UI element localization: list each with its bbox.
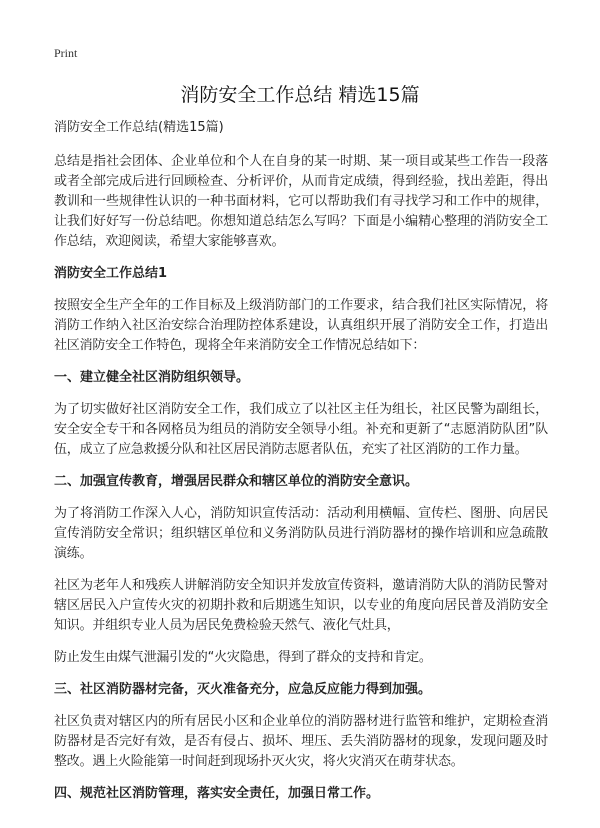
subheading-2: 二、加强宣传教育，增强居民群众和辖区单位的消防安全意识。 (54, 474, 419, 489)
intro-paragraph: 总结是指社会团体、企业单位和个人在自身的某一时期、某一项目或某些工作告一段落或者全部完成后进行回顾检查、分析评价，从而肯定成绩，得到经验，找出差距，得出教训和一些规律性认识的一种书面材料，它可以帮助我们有寻找学习和工作中的规律，让我们好好写一份总结吧。你想知道总结怎么写吗？下面是小编精心整理的消防安全工作总结，欢迎阅读，希望大家能够喜欢。 (54, 154, 548, 249)
subheading-4: 四、规范社区消防管理，落实安全责任，加强日常工作。 (54, 786, 380, 801)
document-body (54, 118, 548, 816)
subheading-1: 一、建立健全社区消防组织领导。 (54, 370, 250, 385)
paragraph-1: 为了切实做好社区消防安全工作，我们成立了以社区主任为组长，社区民警为副组长，安全安全专干和各网格员为组员的消防安全领导小组。补充和更新了“志愿消防队团”队伍，成立了应急救援分队和社区居民消防志愿者队伍，充实了社区消防的工作力量。 (54, 402, 548, 457)
page-title: 消防安全工作总结 精选15篇 (180, 84, 420, 106)
paragraph-3: 社区负责对辖区内的所有居民小区和企业单位的消防器材进行监管和维护，定期检查消防器材是否完好有效，是否有侵占、损坏、埋压、丢失消防器材的现象，发现问题及时整改。遇上火险能第一时间赶到现场扑灭火灾，将火灾消灭在萌芽状态。 (54, 714, 548, 769)
document-subtitle: 消防安全工作总结(精选15篇) (54, 120, 224, 135)
section-intro-paragraph: 按照安全生产全年的工作目标及上级消防部门的工作要求，结合我们社区实际情况，将消防工作纳入社区治安综合治理防控体系建设，认真组织开展了消防安全工作，打造出社区消防安全工作特色，现将全年来消防安全工作情况总结如下： (54, 298, 548, 353)
paragraph-2b: 社区为老年人和残疾人讲解消防安全知识并发放宣传资料，邀请消防大队的消防民警对辖区居民入户宣传火灾的初期扑救和后期逃生知识，以专业的角度向居民普及消防安全知识。并组织专业人员为居民免费检验天然气、液化气灶具， (54, 578, 548, 633)
subheading-3: 三、社区消防器材完备，灭火准备充分，应急反应能力得到加强。 (54, 682, 432, 697)
print-link[interactable]: Print (54, 46, 78, 60)
section-heading: 消防安全工作总结1 (54, 266, 168, 281)
paragraph-2c: 防止发生由煤气泄漏引发的“火灾隐患，得到了群众的支持和肯定。 (54, 650, 432, 665)
paragraph-2a: 为了将消防工作深入人心，消防知识宣传活动：活动利用横幅、宣传栏、图册、向居民宣传消防安全常识；组织辖区单位和义务消防队员进行消防器材的操作培训和应急疏散演练。 (54, 506, 548, 561)
